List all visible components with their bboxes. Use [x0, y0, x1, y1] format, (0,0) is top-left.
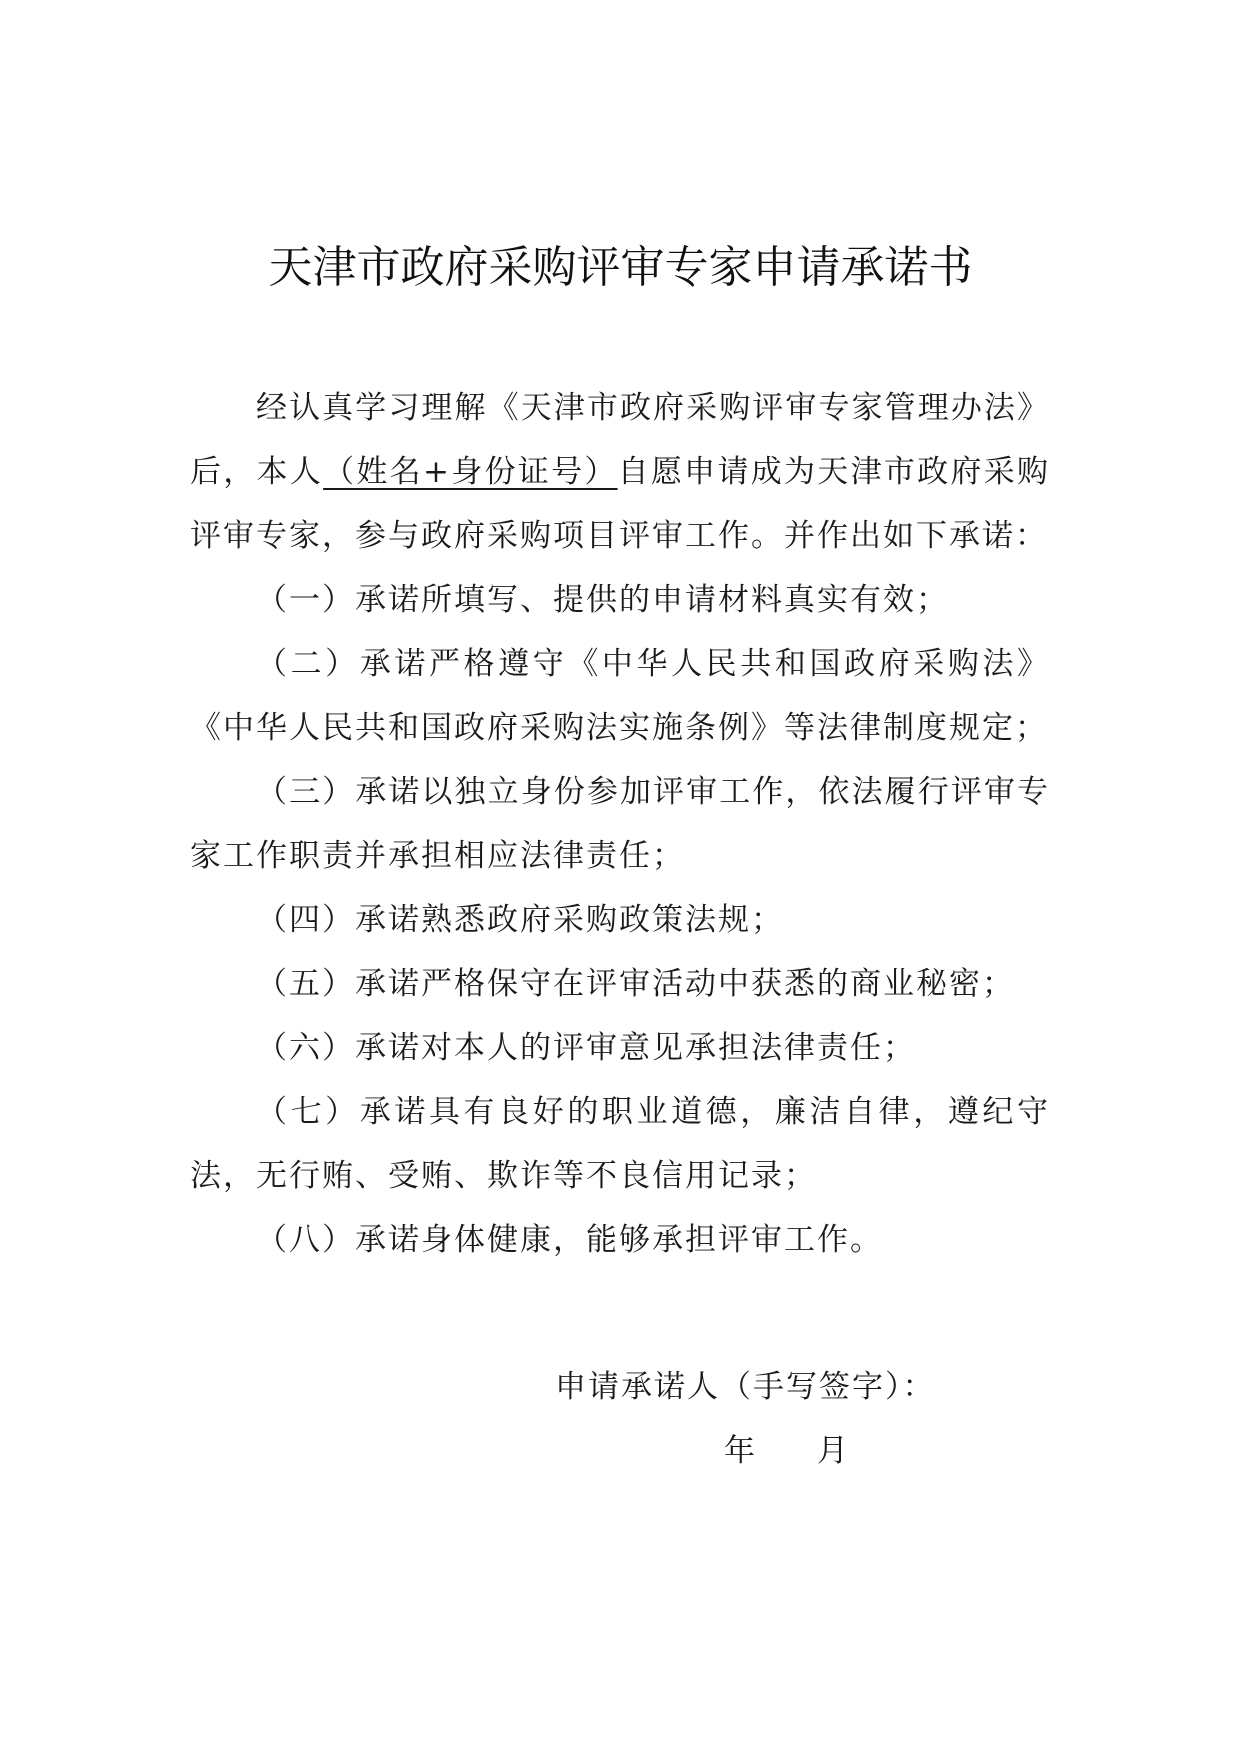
- intro-text-1: 经认真学习理解《天津市政府采购评审专家管理办法》后，本人: [190, 390, 1050, 490]
- year-label: 年: [724, 1433, 755, 1469]
- commitment-8: （八）承诺身体健康，能够承担评审工作。: [256, 1222, 883, 1258]
- signature-label: 申请承诺人（手写签字）：: [555, 1369, 936, 1405]
- commitment-6: （六）承诺对本人的评审意见承担法律责任；: [256, 1030, 916, 1066]
- month-label: 月: [817, 1433, 848, 1469]
- commitment-7: （七）承诺具有良好的职业道德，廉洁自律，遵纪守法，无行贿、受贿、欺诈等不良信用记录；: [190, 1094, 1050, 1194]
- commitment-5: （五）承诺严格保守在评审活动中获悉的商业秘密；: [256, 966, 1015, 1002]
- intro-paragraph: [190, 376, 1050, 568]
- commitment-3: （三）承诺以独立身份参加评审工作，依法履行评审专家工作职责并承担相应法律责任；: [190, 774, 1050, 874]
- date-line: [724, 1419, 848, 1483]
- name-id-blank: （姓名+身份证号）: [323, 454, 618, 490]
- intro-text-2: 自愿申请成为天津市政府采购评审专家，参与政府采购项目评审工作。并作出如下承诺：: [190, 454, 1050, 554]
- document-body: [190, 376, 1050, 1272]
- document-title: 天津市政府采购评审专家申请承诺书: [268, 242, 973, 293]
- commitment-1: （一）承诺所填写、提供的申请材料真实有效；: [256, 582, 949, 618]
- commitment-4: （四）承诺熟悉政府采购政策法规；: [256, 902, 784, 938]
- commitment-2: （二）承诺严格遵守《中华人民共和国政府采购法》《中华人民共和国政府采购法实施条例》等法律制度规定；: [190, 646, 1050, 746]
